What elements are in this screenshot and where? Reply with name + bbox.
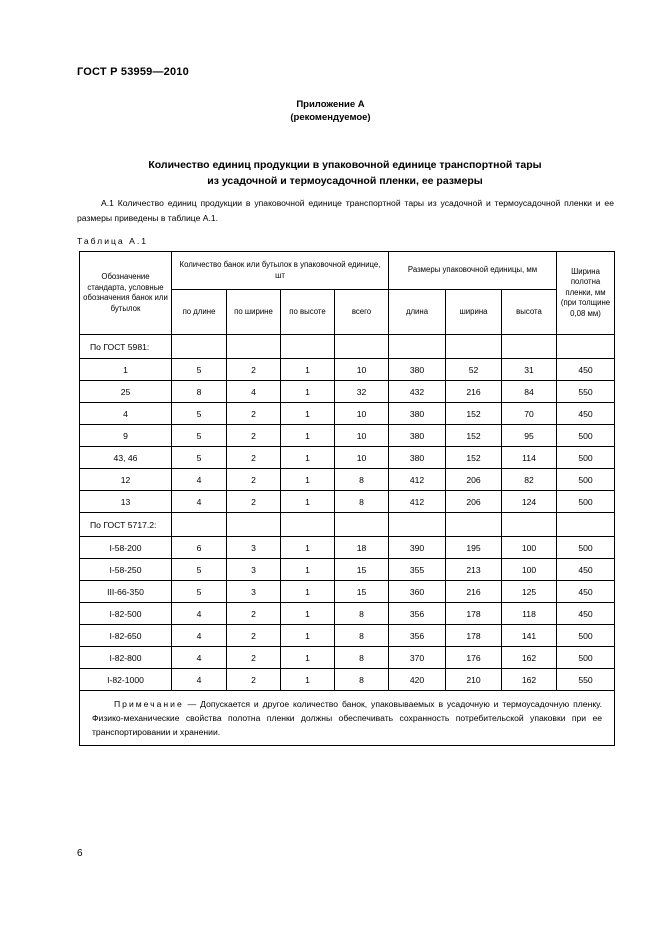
section-title-row (80, 513, 615, 537)
table-cell: 8 (335, 491, 389, 513)
header-size-group: Размеры упаковочной единицы, мм (389, 252, 557, 290)
table-cell: 82 (502, 469, 557, 491)
table-cell: 2 (227, 425, 281, 447)
table-cell: 124 (502, 491, 557, 513)
table-cell: 95 (502, 425, 557, 447)
row-designation: I-82-500 (80, 603, 172, 625)
table-cell: 10 (335, 359, 389, 381)
table-cell: 5 (172, 403, 227, 425)
row-designation: I-58-250 (80, 559, 172, 581)
table-cell: 2 (227, 625, 281, 647)
table-cell: 5 (172, 581, 227, 603)
table-cell: 500 (557, 647, 615, 669)
table-cell: 18 (335, 537, 389, 559)
table-cell: 8 (335, 625, 389, 647)
table-cell: 2 (227, 603, 281, 625)
table-row (80, 537, 615, 559)
table-cell: 2 (227, 669, 281, 691)
table-cell: 356 (389, 603, 446, 625)
header-width: ширина (446, 290, 502, 335)
table-cell: 420 (389, 669, 446, 691)
table-cell: 5 (172, 559, 227, 581)
table-cell: 450 (557, 403, 615, 425)
intro-paragraph: А.1 Количество единиц продукции в упаковочной единице транспортной тары из усадочной и термоусадочной пленки и ее размеры приведены в таблице А.1. (77, 198, 614, 223)
table-cell: 31 (502, 359, 557, 381)
header-by-width: по ширине (227, 290, 281, 335)
table-cell: 2 (227, 469, 281, 491)
table-cell: 1 (281, 447, 335, 469)
empty-cell (172, 335, 227, 359)
table-cell: 70 (502, 403, 557, 425)
table-row (80, 491, 615, 513)
table-cell: 1 (281, 359, 335, 381)
table-cell: 114 (502, 447, 557, 469)
empty-cell (446, 335, 502, 359)
note-label: Примечание (114, 699, 184, 709)
empty-cell (557, 513, 615, 537)
table-row (80, 403, 615, 425)
table-row (80, 647, 615, 669)
table-cell: 8 (172, 381, 227, 403)
table-cell: 10 (335, 403, 389, 425)
table-cell: 380 (389, 403, 446, 425)
note-paragraph (92, 697, 602, 739)
section-title: По ГОСТ 5981: (80, 335, 172, 359)
table-cell: 178 (446, 603, 502, 625)
table-cell: 500 (557, 425, 615, 447)
table-cell: 2 (227, 359, 281, 381)
table-cell: 450 (557, 581, 615, 603)
table-cell: 2 (227, 491, 281, 513)
table-cell: 178 (446, 625, 502, 647)
empty-cell (389, 335, 446, 359)
empty-cell (502, 513, 557, 537)
table-cell: 84 (502, 381, 557, 403)
table-row (80, 359, 615, 381)
table-cell: 15 (335, 559, 389, 581)
header-row-1 (80, 252, 615, 290)
table-cell: 10 (335, 447, 389, 469)
note-text: — Допускается и другое количество банок, упаковываемых в усадочную и термоусадочную пленку. Физико-механические свойства полотна пленки должны обеспечивать сохранность потребительской упаковки при ее транспортировании и хранении. (92, 699, 603, 737)
table-cell: 450 (557, 359, 615, 381)
table-cell: 5 (172, 359, 227, 381)
row-designation: I-82-650 (80, 625, 172, 647)
table-cell: 206 (446, 469, 502, 491)
empty-cell (227, 335, 281, 359)
table-cell: 162 (502, 647, 557, 669)
header-count-group: Количество банок или бутылок в упаковочной единице, шт (172, 252, 389, 290)
table-cell: 1 (281, 603, 335, 625)
header-total: всего (335, 290, 389, 335)
header-height: высота (502, 290, 557, 335)
empty-cell (557, 335, 615, 359)
table-cell: 118 (502, 603, 557, 625)
table-cell: 8 (335, 469, 389, 491)
table-cell: 4 (172, 669, 227, 691)
table-cell: 380 (389, 447, 446, 469)
table-cell: 4 (172, 469, 227, 491)
table-cell: 210 (446, 669, 502, 691)
table-cell: 6 (172, 537, 227, 559)
row-designation: 25 (80, 381, 172, 403)
row-designation: 4 (80, 403, 172, 425)
header-by-height: по высоте (281, 290, 335, 335)
table-cell: 412 (389, 469, 446, 491)
table-cell: 1 (281, 581, 335, 603)
row-designation: I-82-1000 (80, 669, 172, 691)
table-cell: 216 (446, 381, 502, 403)
header-by-length: по длине (172, 290, 227, 335)
row-designation: III-66-350 (80, 581, 172, 603)
table-cell: 1 (281, 625, 335, 647)
table-cell: 356 (389, 625, 446, 647)
table-cell: 3 (227, 559, 281, 581)
annex-status: (рекомендуемое) (290, 112, 371, 123)
empty-cell (227, 513, 281, 537)
table-cell: 162 (502, 669, 557, 691)
table-cell: 4 (172, 603, 227, 625)
table-cell: 152 (446, 447, 502, 469)
table-cell: 1 (281, 381, 335, 403)
table-row (80, 425, 615, 447)
table-cell: 1 (281, 647, 335, 669)
header-length: длина (389, 290, 446, 335)
table-cell: 500 (557, 625, 615, 647)
data-table (79, 251, 615, 746)
table-cell: 550 (557, 669, 615, 691)
table-row (80, 603, 615, 625)
page-number: 6 (77, 848, 83, 859)
row-designation: 9 (80, 425, 172, 447)
empty-cell (502, 335, 557, 359)
empty-cell (281, 335, 335, 359)
heading-line-2: из усадочной и термоусадочной пленки, ее размеры (207, 175, 483, 187)
table-cell: 213 (446, 559, 502, 581)
table-cell: 4 (172, 625, 227, 647)
table-cell: 3 (227, 581, 281, 603)
table-cell: 380 (389, 425, 446, 447)
table-cell: 32 (335, 381, 389, 403)
table-cell: 152 (446, 403, 502, 425)
table-cell: 176 (446, 647, 502, 669)
table-cell: 4 (172, 647, 227, 669)
annex-title: Приложение А (296, 99, 365, 110)
table-cell: 8 (335, 669, 389, 691)
empty-cell (281, 513, 335, 537)
note-row (80, 691, 615, 746)
empty-cell (446, 513, 502, 537)
heading-line-1: Количество единиц продукции в упаковочной единице транспортной тары (148, 159, 542, 171)
table-cell: 1 (281, 537, 335, 559)
table-row (80, 447, 615, 469)
table-note (80, 691, 615, 746)
row-designation: 12 (80, 469, 172, 491)
row-designation: 43, 46 (80, 447, 172, 469)
table-cell: 3 (227, 537, 281, 559)
table-cell: 4 (172, 491, 227, 513)
section-title-row (80, 335, 615, 359)
table-cell: 450 (557, 603, 615, 625)
table-cell: 8 (335, 603, 389, 625)
table-cell: 390 (389, 537, 446, 559)
table-cell: 432 (389, 381, 446, 403)
table-cell: 380 (389, 359, 446, 381)
row-designation: 13 (80, 491, 172, 513)
table-cell: 1 (281, 425, 335, 447)
table-cell: 550 (557, 381, 615, 403)
table-cell: 100 (502, 559, 557, 581)
table-cell: 360 (389, 581, 446, 603)
table-cell: 500 (557, 469, 615, 491)
table-cell: 1 (281, 491, 335, 513)
table-cell: 500 (557, 537, 615, 559)
row-designation: I-58-200 (80, 537, 172, 559)
table-cell: 8 (335, 647, 389, 669)
table-row (80, 381, 615, 403)
table-cell: 355 (389, 559, 446, 581)
table-cell: 4 (227, 381, 281, 403)
table-row (80, 469, 615, 491)
row-designation: I-82-800 (80, 647, 172, 669)
table-cell: 52 (446, 359, 502, 381)
table-cell: 216 (446, 581, 502, 603)
table-cell: 5 (172, 447, 227, 469)
header-designation: Обозначение стандарта, условные обозначения банок или бутылок (80, 252, 172, 335)
table-cell: 500 (557, 447, 615, 469)
table-cell: 2 (227, 647, 281, 669)
table-cell: 370 (389, 647, 446, 669)
table-cell: 125 (502, 581, 557, 603)
table-cell: 10 (335, 425, 389, 447)
table-row (80, 669, 615, 691)
table-caption: Таблица А.1 (77, 236, 148, 246)
table-cell: 5 (172, 425, 227, 447)
document-code: ГОСТ Р 53959—2010 (77, 66, 189, 78)
table-cell: 152 (446, 425, 502, 447)
table-cell: 450 (557, 559, 615, 581)
table-cell: 2 (227, 403, 281, 425)
table-cell: 1 (281, 403, 335, 425)
table-row (80, 625, 615, 647)
table-row (80, 581, 615, 603)
section-title: По ГОСТ 5717.2: (80, 513, 172, 537)
empty-cell (335, 335, 389, 359)
table-row (80, 559, 615, 581)
table-cell: 2 (227, 447, 281, 469)
empty-cell (389, 513, 446, 537)
table-cell: 500 (557, 491, 615, 513)
empty-cell (335, 513, 389, 537)
table-cell: 1 (281, 669, 335, 691)
table-cell: 206 (446, 491, 502, 513)
row-designation: 1 (80, 359, 172, 381)
table-cell: 15 (335, 581, 389, 603)
table-cell: 412 (389, 491, 446, 513)
empty-cell (172, 513, 227, 537)
table-cell: 1 (281, 559, 335, 581)
table-cell: 195 (446, 537, 502, 559)
table-cell: 1 (281, 469, 335, 491)
table-cell: 141 (502, 625, 557, 647)
table-cell: 100 (502, 537, 557, 559)
header-film-width: Ширина полотна пленки, мм (при толщине 0,08 мм) (557, 252, 615, 335)
